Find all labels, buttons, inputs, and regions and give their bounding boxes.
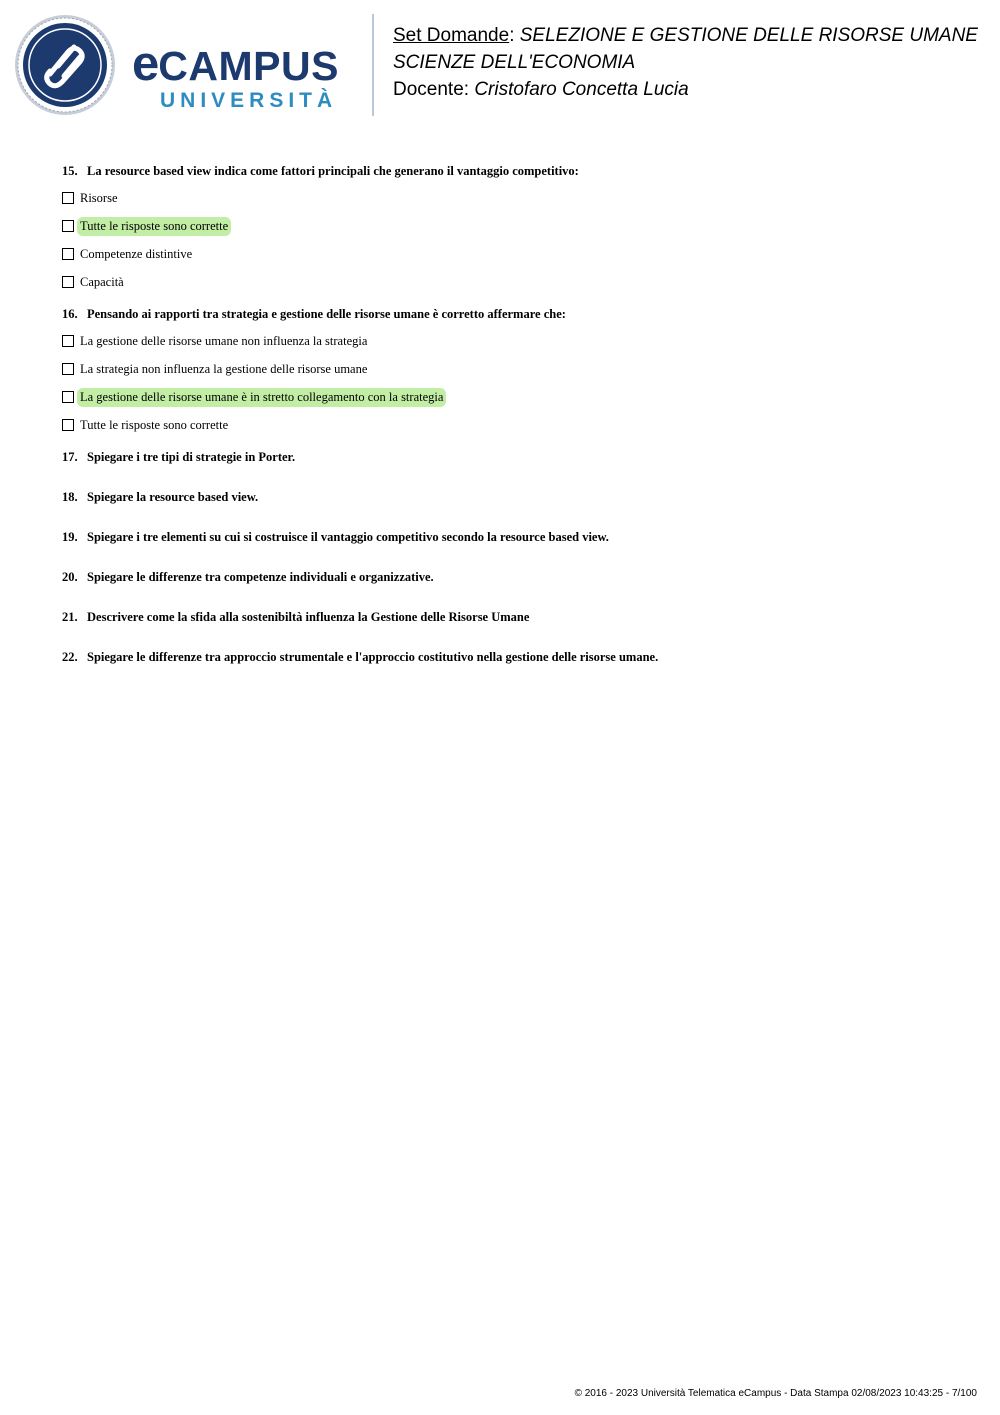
question-number: 17. [62, 450, 78, 464]
set-line [393, 22, 993, 49]
docente-line [393, 76, 993, 103]
question-label: Descrivere come la sfida alla sostenibiltà influenza la Gestione delle Risorse Umane [87, 610, 530, 624]
set-label: Set Domande [393, 25, 510, 46]
question-label: La resource based view indica come fattori principali che generano il vantaggio competitivo: [87, 164, 579, 178]
question-18 [62, 488, 982, 506]
ecampus-seal-logo [14, 14, 116, 116]
question-label: Spiegare la resource based view. [87, 490, 259, 504]
answer-label: Risorse [80, 190, 118, 205]
answer-options [62, 331, 982, 435]
answer-label: Competenze distintive [80, 246, 193, 261]
question-label: Pensando ai rapporti tra strategia e gestione delle risorse umane è corretto affermare che: [87, 307, 566, 321]
question-15 [62, 162, 982, 292]
answer-checkbox[interactable] [62, 220, 74, 232]
question-17 [62, 448, 982, 466]
header-info [393, 22, 993, 103]
answer-label: La strategia non influenza la gestione delle risorse umane [80, 361, 368, 376]
docente-label: Docente: [393, 79, 475, 100]
question-label: Spiegare le differenze tra competenze individuali e organizzative. [87, 570, 434, 584]
question-16 [62, 305, 982, 435]
question-label: Spiegare i tre elementi su cui si costruisce il vantaggio competitivo secondo la resource based view. [87, 530, 609, 544]
logo-brand-e: e [132, 37, 159, 91]
question-number: 20. [62, 570, 78, 584]
answer-label: La gestione delle risorse umane non influenza la strategia [80, 333, 368, 348]
answer-checkbox[interactable] [62, 335, 74, 347]
question-label: Spiegare le differenze tra approccio strumentale e l'approccio costitutivo nella gestione delle risorse umane. [87, 650, 659, 664]
question-19 [62, 528, 982, 546]
page-footer: © 2016 - 2023 Università Telematica eCampus - Data Stampa 02/08/2023 10:43:25 - 7/100 [574, 1388, 977, 1399]
answer-checkbox[interactable] [62, 248, 74, 260]
ecampus-wordmark [132, 37, 356, 113]
header-divider [372, 14, 374, 116]
faculty-name: SCIENZE DELL'ECONOMIA [393, 52, 636, 73]
answer-option-correct[interactable] [62, 387, 982, 407]
answer-label: Tutte le risposte sono corrette [77, 217, 231, 236]
answer-options [62, 188, 982, 292]
answer-label: Capacità [80, 274, 124, 289]
answer-option[interactable] [62, 272, 982, 292]
question-number: 18. [62, 490, 78, 504]
set-colon: : [509, 25, 520, 46]
logo-sub-text: UNIVERSITÀ [160, 89, 338, 112]
answer-checkbox[interactable] [62, 391, 74, 403]
question-text [62, 305, 982, 323]
answer-checkbox[interactable] [62, 276, 74, 288]
answer-label: La gestione delle risorse umane è in stretto collegamento con la strategia [77, 388, 446, 407]
docente-name: Cristofaro Concetta Lucia [474, 79, 689, 100]
question-number: 21. [62, 610, 78, 624]
answer-option[interactable] [62, 188, 982, 208]
question-22 [62, 648, 982, 666]
question-label: Spiegare i tre tipi di strategie in Porter. [87, 450, 296, 464]
set-title: SELEZIONE E GESTIONE DELLE RISORSE UMANE [519, 25, 978, 46]
question-text [62, 162, 982, 180]
answer-label: Tutte le risposte sono corrette [80, 417, 229, 432]
question-number: 22. [62, 650, 78, 664]
answer-option-correct[interactable] [62, 216, 982, 236]
answer-option[interactable] [62, 415, 982, 435]
answer-option[interactable] [62, 359, 982, 379]
answer-option[interactable] [62, 331, 982, 351]
answer-option[interactable] [62, 244, 982, 264]
answer-checkbox[interactable] [62, 363, 74, 375]
logo-brand-text: eCAMPUS [132, 37, 339, 91]
question-21 [62, 608, 982, 626]
question-number: 15. [62, 164, 78, 178]
question-list [62, 162, 982, 688]
question-number: 16. [62, 307, 78, 321]
answer-checkbox[interactable] [62, 192, 74, 204]
answer-checkbox[interactable] [62, 419, 74, 431]
question-number: 19. [62, 530, 78, 544]
question-20 [62, 568, 982, 586]
